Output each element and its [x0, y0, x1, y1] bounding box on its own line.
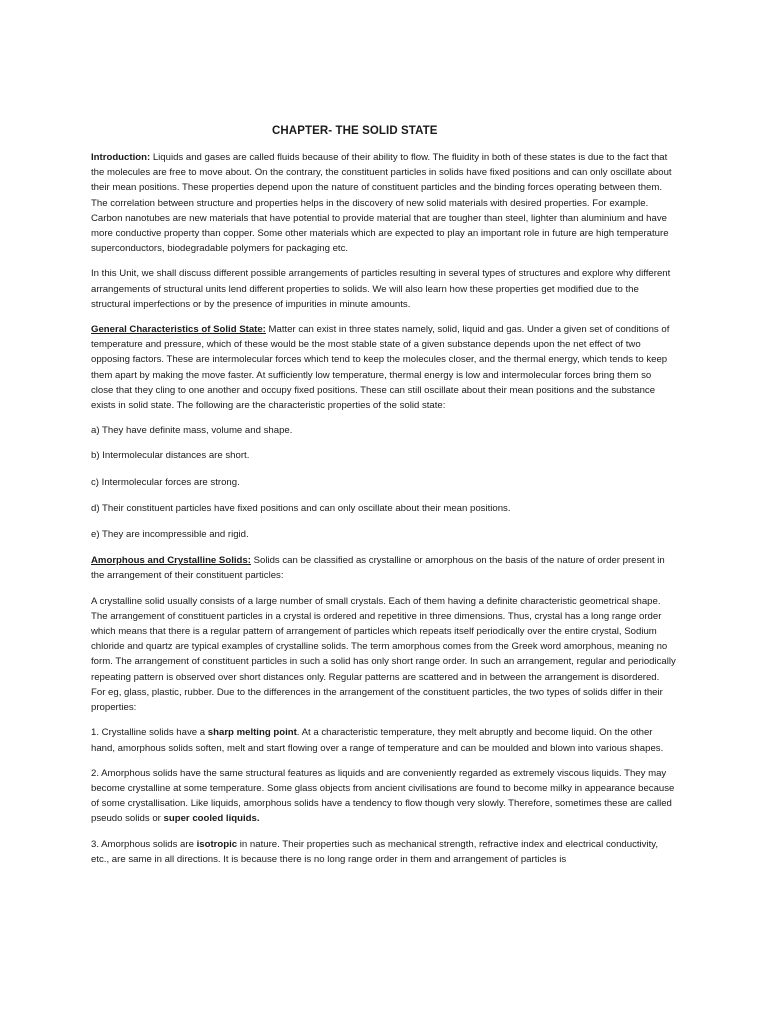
point-3-text-before: 3. Amorphous solids are	[91, 838, 197, 850]
intro-text: Liquids and gases are called fluids because of their ability to flow. The fluidity in both of these states is due to the fact that the molecules are free to move about. On the contrary, the constituent particles in solids have fixed positions and can only oscillate about their mean positions. These properties depend upon the nature of constituent particles and the binding forces operating between them. The correlation between structure and properties helps in the discovery of new solid materials with desired properties. For example. Carbon nanotubes are new materials that have potential to provide material that are tougher than steel, lighter than aluminium and have more conductive property than copper. Some other materials which are expected to play an important role in future are high temperature superconductors, biodegradable polymers for packaging etc.	[91, 152, 672, 255]
point-1-paragraph	[91, 725, 676, 755]
property-item-a: a) They have definite mass, volume and shape.	[91, 425, 293, 437]
point-1-text-after: . At a characteristic temperature, they melt abruptly and become liquid. On the other hand, amorphous solids soften, melt and start flowing over a range of temperature and can be moulded and blown into various shapes.	[91, 727, 664, 754]
intro-heading: Introduction:	[91, 152, 151, 163]
amorphous-crystalline-paragraph	[91, 553, 676, 583]
point-1-text-before: 1. Crystalline solids have a	[91, 727, 208, 739]
crystalline-paragraph: A crystalline solid usually consists of a large number of small crystals. Each of them having a definite characteristic geometrical shape. The arrangement of constituent particles in a crystal is ordered and repetitive in three dimensions. Thus, crystal has a long range order which means that there is a regular pattern of arrangement of particles which repeats itself periodically over the entire crystal, Sodium chloride and quartz are typical examples of crystalline solids. The term amorphous comes from the Greek word amorphous, meaning no form. The arrangement of constituent particles in such a solid has only short range order. In such an arrangement, regular and periodically repeating pattern is observed over short distances only. Regular patterns are scattered and in between the arrangement is disordered. For eg, glass, plastic, rubber. Due to the differences in the arrangement of the constituent particles, the two types of solids differ in their properties:	[91, 595, 676, 714]
general-characteristics-paragraph	[91, 322, 676, 413]
chapter-title: CHAPTER- THE SOLID STATE	[272, 125, 438, 137]
point-2-bold: super cooled liquids.	[163, 813, 260, 825]
property-item-b: b) Intermolecular distances are short.	[91, 450, 250, 462]
point-3-bold: isotropic	[196, 838, 238, 850]
point-1-bold: sharp melting point	[207, 727, 297, 739]
point-2-paragraph	[91, 766, 676, 827]
amorphous-crystalline-heading: Amorphous and Crystalline Solids:	[91, 555, 251, 567]
general-characteristics-text: Matter can exist in three states namely, solid, liquid and gas. Under a given set of conditions of temperature and pressure, which of these would be the most stable state of a given substance depends upon the net effect of two opposing factors. These are intermolecular forces which tend to keep the molecules closer, and the thermal energy, which tends to keep them apart by making the move faster. At sufficiently low temperature, thermal energy is low and intermolecular forces bring them so close that they cling to one another and occupy fixed positions. These can still oscillate about their mean positions and the substance exists in solid state. The following are the characteristic properties of the solid state:	[91, 324, 670, 412]
property-item-e: e) They are incompressible and rigid.	[91, 529, 249, 541]
point-2-text-before: 2. Amorphous solids have the same structural features as liquids and are conveniently regarded as extremely viscous liquids. They may become crystalline at some temperature. Some glass objects from ancient civilisations are found to become milky in appearance because of some crystallisation. Like liquids, amorphous solids have a tendency to flow though very slowly. Therefore, sometimes these are called pseudo solids or	[91, 767, 675, 825]
intro-paragraph	[91, 150, 676, 256]
point-3-paragraph	[91, 837, 676, 867]
general-characteristics-heading: General Characteristics of Solid State:	[91, 324, 266, 336]
unit-paragraph: In this Unit, we shall discuss different possible arrangements of particles resulting in several types of structures and explore why different arrangements of structural units lend different properties to solids. We will also learn how these properties get modified due to the structural imperfections or by the presence of impurities in minute amounts.	[91, 268, 671, 310]
amorphous-crystalline-text: Solids can be classified as crystalline or amorphous on the basis of the nature of order present in the arrangement of their constituent particles:	[91, 555, 665, 582]
point-3-text-after: in nature. Their properties such as mechanical strength, refractive index and electrical conductivity, etc., are same in all directions. It is because there is no long range order in them and arrangement of particles is	[91, 838, 659, 865]
property-item-c: c) Intermolecular forces are strong.	[91, 476, 240, 488]
property-item-d: d) Their constituent particles have fixed positions and can only oscillate about their mean positions.	[91, 502, 511, 514]
